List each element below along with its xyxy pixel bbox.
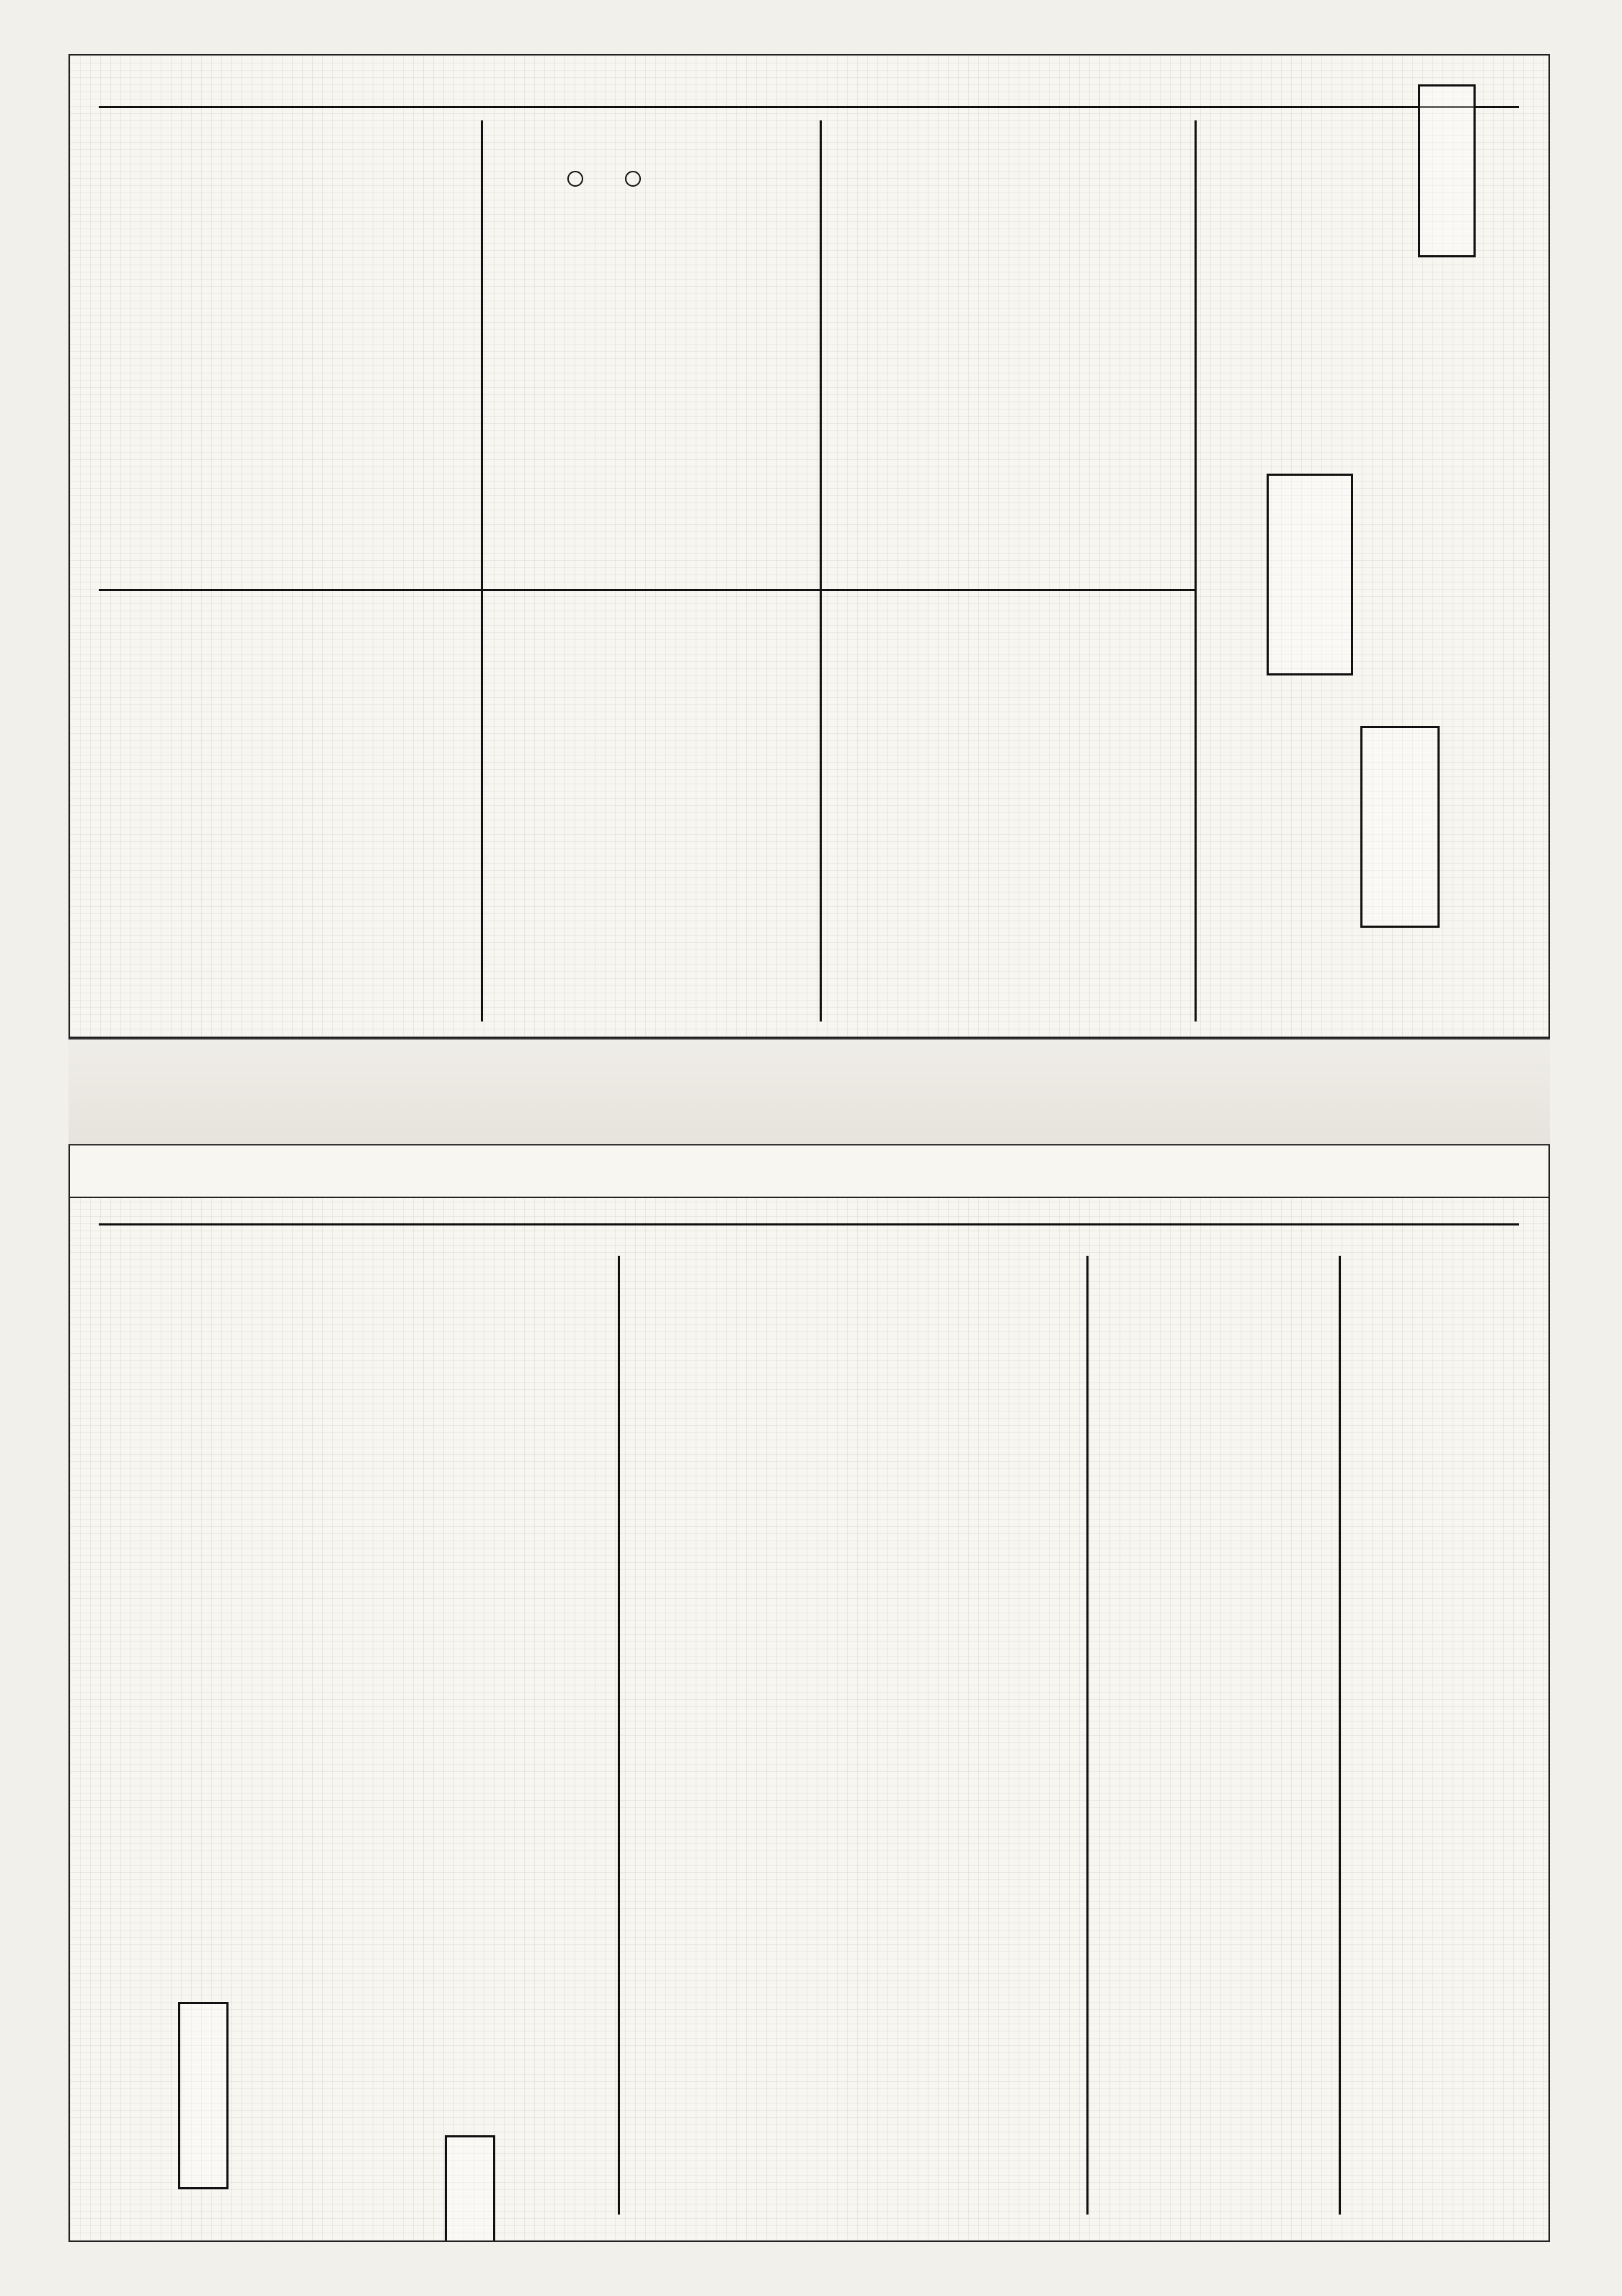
page-fold-seam [68,1038,1550,1145]
newspaper-page [68,54,1550,2242]
top-column-rule [481,120,483,1021]
top-page [68,54,1550,1038]
bottom-rule [99,1223,1519,1225]
top-column-rule [1195,120,1197,1021]
bottom-text-texture [70,1198,1548,2240]
bottom-column-rule [1339,1256,1341,2215]
decorative-circle [625,171,641,187]
top-rule [99,106,1519,108]
masthead-box [1418,84,1476,257]
decorative-circle [567,171,583,187]
bottom-column-rule [1086,1256,1089,2215]
top-column-rule [820,120,822,1021]
heading-box [445,2135,495,2242]
top-midrule [99,589,1195,591]
heading-box [178,2002,229,2189]
bottom-page [68,1197,1550,2242]
heading-box [1267,474,1353,675]
bottom-column-rule [618,1256,620,2215]
heading-box [1360,726,1440,928]
